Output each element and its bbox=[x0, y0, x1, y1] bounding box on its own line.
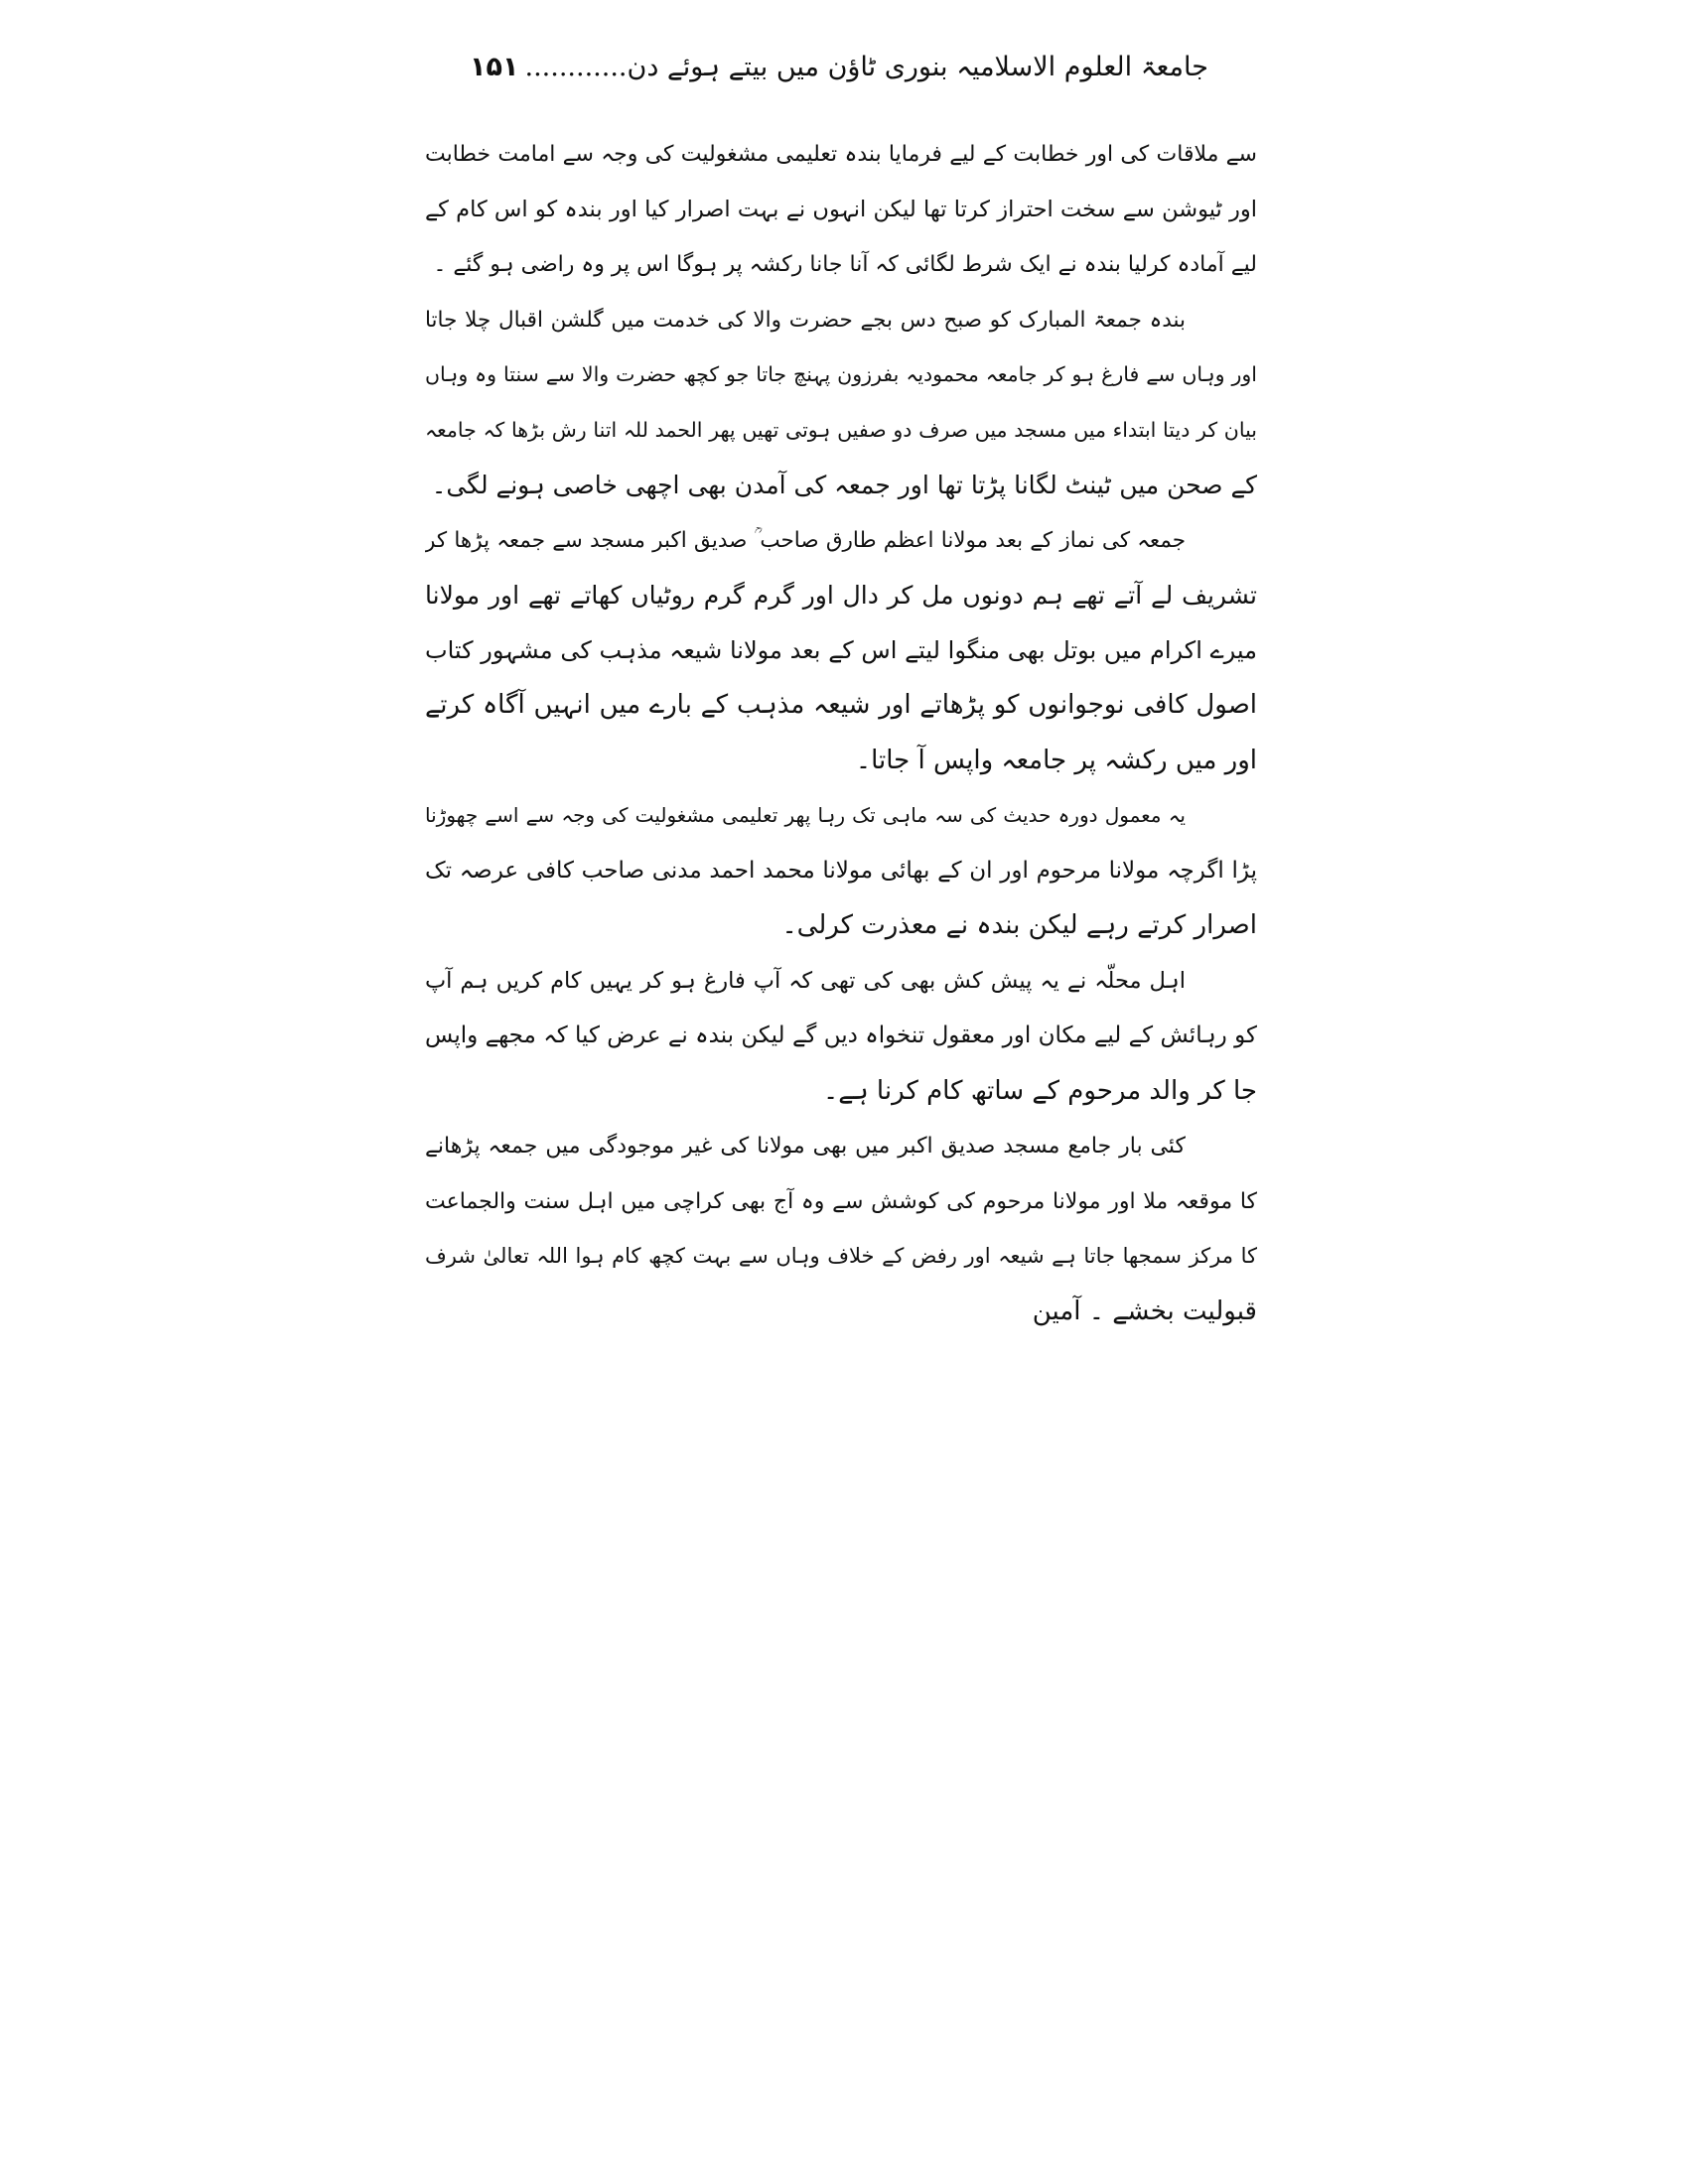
text-line: کئی بار جامع مسجد صدیق اکبر میں بھی مولانا کی غیر موجودگی میں جمعہ پڑھانے bbox=[425, 1134, 1186, 1159]
text-line: جمعہ کی نماز کے بعد مولانا اعظم طارق صاحب ؒ صدیق اکبر مسجد سے جمعہ پڑھا کر bbox=[425, 527, 1186, 553]
paragraph-4 bbox=[425, 788, 1257, 954]
paragraph-5 bbox=[425, 954, 1257, 1120]
text-line: یہ معمول دورہ حدیث کی سہ ماہی تک رہا پھر تعلیمی مشغولیت کی وجہ سے اسے چھوڑنا bbox=[425, 803, 1186, 827]
page-number: ۱۵۱ bbox=[470, 52, 519, 82]
text-line: بندہ جمعۃ المبارک کو صبح دس بجے حضرت والا کی خدمت میں گلشن اقبال چلا جاتا bbox=[425, 307, 1186, 333]
text-line: اور وہاں سے فارغ ہو کر جامعہ محمودیہ بفرزون پہنچ جاتا جو کچھ حضرت والا سے سنتا وہ وہاں bbox=[425, 362, 1257, 386]
text-line: لیے آمادہ کرلیا بندہ نے ایک شرط لگائی کہ آنا جانا رکشہ پر ہوگا اس پر وہ راضی ہو گئے ۔ bbox=[433, 252, 1257, 277]
text-line: بیان کر دیتا ابتداء میں مسجد میں صرف دو صفیں ہوتی تھیں پھر الحمد للہ اتنا رش بڑھا کہ جامعہ bbox=[425, 417, 1257, 442]
text-line: اور میں رکشہ پر جامعہ واپس آ جاتا۔ bbox=[855, 745, 1257, 775]
text-line: جا کر والد مرحوم کے ساتھ کام کرنا ہے۔ bbox=[822, 1075, 1257, 1106]
paragraph-3 bbox=[425, 513, 1257, 789]
body-text bbox=[425, 127, 1257, 1339]
paragraph-1 bbox=[425, 127, 1257, 293]
text-line: اہل محلّہ نے یہ پیش کش بھی کی تھی کہ آپ فارغ ہو کر یہیں کام کریں ہم آپ bbox=[425, 967, 1186, 994]
text-line: قبولیت بخشے ۔ آمین bbox=[1032, 1296, 1257, 1326]
text-line: سے ملاقات کی اور خطابت کے لیے فرمایا بندہ تعلیمی مشغولیت کی وجہ سے امامت خطابت bbox=[425, 142, 1257, 167]
text-line: کا مرکز سمجھا جاتا ہے شیعہ اور رفض کے خلاف وہاں سے بہت کچھ کام ہوا اللہ تعالیٰ شرف bbox=[425, 1244, 1257, 1268]
text-line: تشریف لے آتے تھے ہم دونوں مل کر دال اور گرم گرم روٹیاں کھاتے تھے اور مولانا bbox=[425, 581, 1257, 610]
text-line: اصرار کرتے رہے لیکن بندہ نے معذرت کرلی۔ bbox=[781, 910, 1257, 940]
text-line: اور ٹیوشن سے سخت احتراز کرتا تھا لیکن انہوں نے بہت اصرار کیا اور بندہ کو اس کام کے bbox=[425, 196, 1257, 222]
text-line: اصول کافی نوجوانوں کو پڑھاتے اور شیعہ مذہب کے بارے میں انہیں آگاہ کرتے bbox=[425, 690, 1257, 720]
text-line: کے صحن میں ٹینٹ لگانا پڑتا تھا اور جمعہ کی آمدن بھی اچھی خاصی ہونے لگی۔ bbox=[431, 471, 1257, 499]
paragraph-6 bbox=[425, 1119, 1257, 1339]
running-header bbox=[427, 52, 1251, 101]
text-line: کو رہائش کے لیے مکان اور معقول تنخواہ دیں گے لیکن بندہ نے عرض کیا کہ مجھے واپس bbox=[425, 1023, 1257, 1048]
header-title: جامعۃ العلوم الاسلامیہ بنوری ٹاؤن میں بیتے ہوئے دن............ bbox=[524, 52, 1208, 82]
text-line: پڑا اگرچہ مولانا مرحوم اور ان کے بھائی مولانا محمد احمد مدنی صاحب کافی عرصہ تک bbox=[425, 857, 1257, 884]
paragraph-2 bbox=[425, 293, 1257, 513]
text-line: میرے اکرام میں بوتل بھی منگوا لیتے اس کے بعد مولانا شیعہ مذہب کی مشہور کتاب bbox=[425, 635, 1257, 664]
text-line: کا موقعہ ملا اور مولانا مرحوم کی کوشش سے وہ آج بھی کراچی میں اہل سنت والجماعت bbox=[425, 1188, 1257, 1214]
